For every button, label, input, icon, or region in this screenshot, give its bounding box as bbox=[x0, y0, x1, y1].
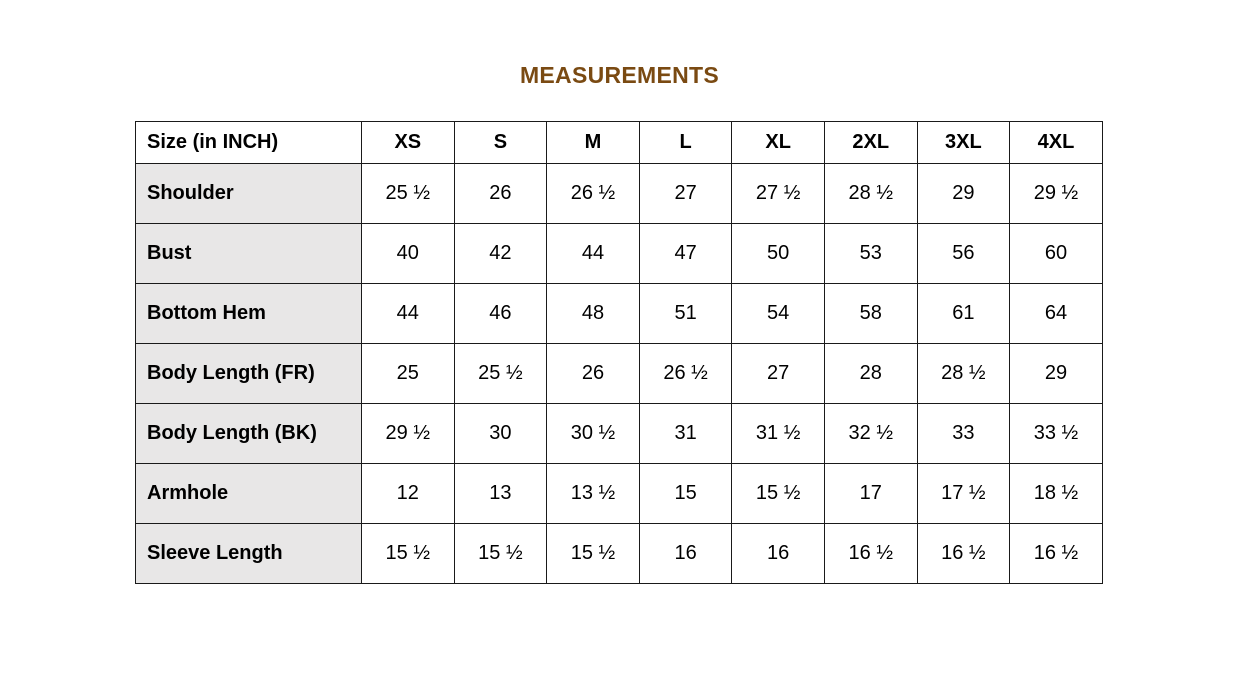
table-cell: 13 ½ bbox=[547, 464, 640, 524]
table-cell: 25 ½ bbox=[454, 344, 547, 404]
table-cell: 64 bbox=[1010, 284, 1103, 344]
table-cell: 29 ½ bbox=[1010, 164, 1103, 224]
table-cell: 15 ½ bbox=[547, 524, 640, 584]
size-header: M bbox=[547, 122, 640, 164]
table-cell: 29 bbox=[917, 164, 1010, 224]
table-cell: 17 ½ bbox=[917, 464, 1010, 524]
table-cell: 18 ½ bbox=[1010, 464, 1103, 524]
table-cell: 26 ½ bbox=[547, 164, 640, 224]
table-cell: 28 ½ bbox=[824, 164, 917, 224]
table-row-armhole bbox=[136, 464, 1103, 524]
table-cell: 13 bbox=[454, 464, 547, 524]
table-row-body-length-bk bbox=[136, 404, 1103, 464]
size-header: XL bbox=[732, 122, 825, 164]
table-cell: 15 bbox=[639, 464, 732, 524]
table-cell: 25 bbox=[362, 344, 455, 404]
table-cell: 16 ½ bbox=[824, 524, 917, 584]
table-cell: 58 bbox=[824, 284, 917, 344]
header-row bbox=[136, 122, 1103, 164]
size-header: 4XL bbox=[1010, 122, 1103, 164]
table-cell: 12 bbox=[362, 464, 455, 524]
table-cell: 53 bbox=[824, 224, 917, 284]
table-cell: 29 ½ bbox=[362, 404, 455, 464]
table-row-body-length-fr bbox=[136, 344, 1103, 404]
table-row-shoulder bbox=[136, 164, 1103, 224]
table-row-bust bbox=[136, 224, 1103, 284]
table-row-sleeve-length bbox=[136, 524, 1103, 584]
table-cell: 33 bbox=[917, 404, 1010, 464]
corner-header: Size (in INCH) bbox=[136, 122, 362, 164]
table-cell: 50 bbox=[732, 224, 825, 284]
table-cell: 54 bbox=[732, 284, 825, 344]
table-cell: 31 bbox=[639, 404, 732, 464]
table-cell: 47 bbox=[639, 224, 732, 284]
table-cell: 61 bbox=[917, 284, 1010, 344]
size-header: XS bbox=[362, 122, 455, 164]
row-label: Armhole bbox=[136, 464, 362, 524]
table-cell: 44 bbox=[362, 284, 455, 344]
table-cell: 30 bbox=[454, 404, 547, 464]
table-cell: 26 ½ bbox=[639, 344, 732, 404]
table-cell: 51 bbox=[639, 284, 732, 344]
table-cell: 15 ½ bbox=[732, 464, 825, 524]
size-header: S bbox=[454, 122, 547, 164]
table-cell: 46 bbox=[454, 284, 547, 344]
table-cell: 32 ½ bbox=[824, 404, 917, 464]
row-label: Bottom Hem bbox=[136, 284, 362, 344]
table-cell: 26 bbox=[454, 164, 547, 224]
table-cell: 29 bbox=[1010, 344, 1103, 404]
table-cell: 17 bbox=[824, 464, 917, 524]
table-cell: 27 bbox=[732, 344, 825, 404]
table-cell: 30 ½ bbox=[547, 404, 640, 464]
table-cell: 16 bbox=[639, 524, 732, 584]
table-cell: 31 ½ bbox=[732, 404, 825, 464]
table-cell: 27 bbox=[639, 164, 732, 224]
table-cell: 42 bbox=[454, 224, 547, 284]
page-title: MEASUREMENTS bbox=[519, 62, 720, 88]
table-cell: 28 ½ bbox=[917, 344, 1010, 404]
table-cell: 15 ½ bbox=[362, 524, 455, 584]
table-cell: 15 ½ bbox=[454, 524, 547, 584]
row-label: Bust bbox=[136, 224, 362, 284]
table-cell: 26 bbox=[547, 344, 640, 404]
size-header: L bbox=[639, 122, 732, 164]
table-cell: 27 ½ bbox=[732, 164, 825, 224]
table-cell: 16 ½ bbox=[917, 524, 1010, 584]
table-cell: 16 bbox=[732, 524, 825, 584]
table-cell: 25 ½ bbox=[362, 164, 455, 224]
size-header: 2XL bbox=[824, 122, 917, 164]
row-label: Sleeve Length bbox=[136, 524, 362, 584]
table-cell: 33 ½ bbox=[1010, 404, 1103, 464]
table-cell: 56 bbox=[917, 224, 1010, 284]
row-label: Shoulder bbox=[136, 164, 362, 224]
row-label: Body Length (FR) bbox=[136, 344, 362, 404]
table-cell: 28 bbox=[824, 344, 917, 404]
table-cell: 44 bbox=[547, 224, 640, 284]
row-label: Body Length (BK) bbox=[136, 404, 362, 464]
table-cell: 40 bbox=[362, 224, 455, 284]
size-header: 3XL bbox=[917, 122, 1010, 164]
table-cell: 60 bbox=[1010, 224, 1103, 284]
table-cell: 48 bbox=[547, 284, 640, 344]
table-cell: 16 ½ bbox=[1010, 524, 1103, 584]
table-row-bottom-hem bbox=[136, 284, 1103, 344]
size-chart-table bbox=[135, 121, 1103, 584]
